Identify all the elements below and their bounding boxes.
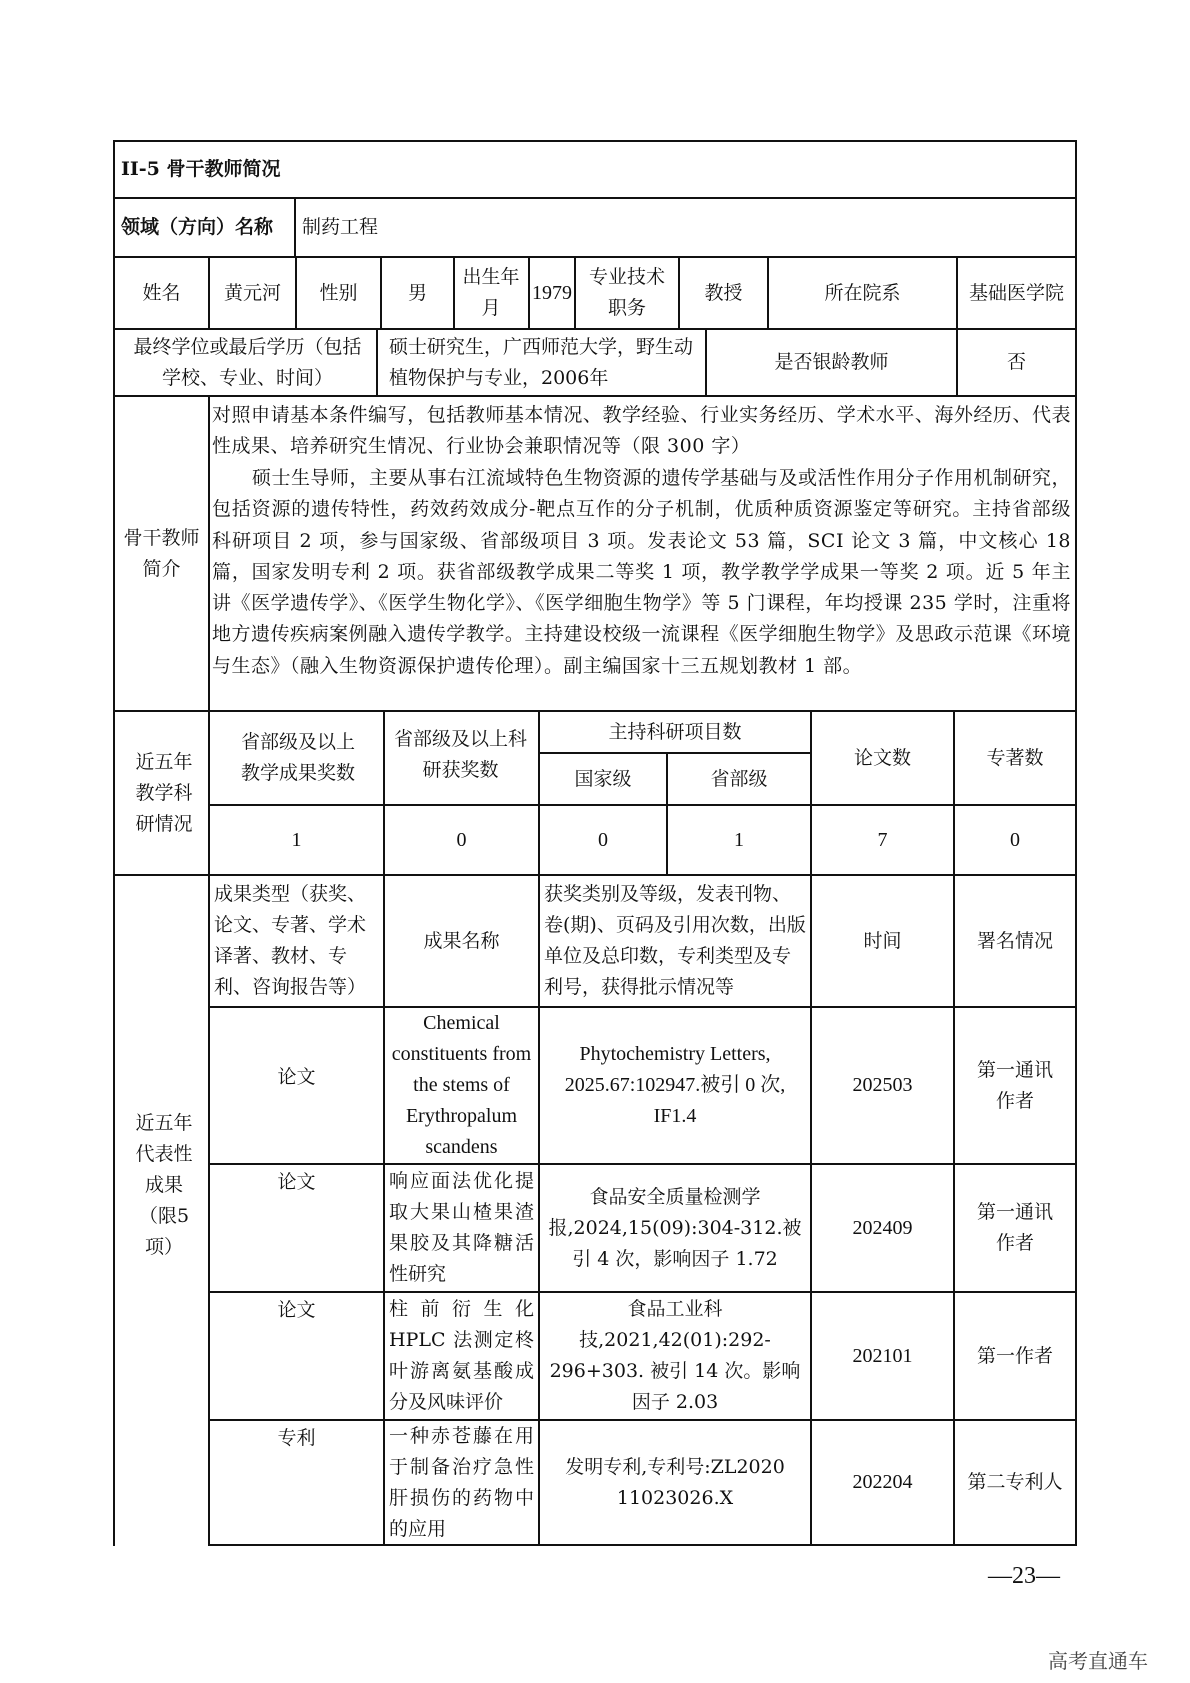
- watermark-text: 高考直通车: [1048, 1649, 1148, 1673]
- type-header: 成果类型（获奖、论文、专著、学术译著、教材、专利、咨询报告等）: [214, 883, 367, 998]
- teaching-awards-value: 1: [291, 828, 302, 851]
- research-awards-value: 0: [456, 828, 467, 851]
- name-label: 姓名: [142, 281, 181, 304]
- border-line: [1075, 140, 1077, 1546]
- achievements-label: 近五年代表性成果（限5项）: [135, 1111, 193, 1258]
- birth-value: 1979: [532, 281, 572, 304]
- achievement-time: 202503: [852, 1074, 913, 1096]
- achievement-sign: 第一通讯作者: [976, 1201, 1053, 1254]
- border-line: [376, 328, 378, 395]
- achievement-time: 202409: [852, 1216, 913, 1239]
- books-header: 专著数: [986, 746, 1044, 769]
- intro-label: 骨干教师简介: [123, 526, 200, 580]
- dept-value: 基础医学院: [968, 281, 1064, 304]
- detail-header: 获奖类别及等级，发表刊物、卷(期)、页码及引用次数，出版单位及总印数，专利类型及专利号，获得批示情况等: [544, 883, 806, 998]
- achievement-sign: 第一通讯作者: [976, 1058, 1053, 1112]
- title-value: 教授: [704, 281, 743, 304]
- achievement-detail: 食品工业科技,2021,42(01):292-296+303. 被引 14 次。影响因子 2.03: [549, 1298, 801, 1413]
- silver-value: 否: [1006, 351, 1026, 373]
- achievement-sign: 第一作者: [976, 1344, 1053, 1367]
- name-header: 成果名称: [423, 929, 500, 952]
- gender-value: 男: [407, 281, 427, 304]
- papers-value: 7: [877, 828, 888, 851]
- provincial-value: 1: [734, 828, 744, 851]
- gender-label: 性别: [319, 281, 358, 304]
- achievement-detail: Phytochemistry Letters, 2025.67:102947.被引 0 次, IF1.4: [564, 1043, 786, 1127]
- border-line: [113, 140, 115, 1546]
- degree-label: 最终学位或最后学历（包括学校、专业、时间）: [133, 335, 362, 389]
- achievement-type: 论文: [277, 1299, 316, 1321]
- national-header: 国家级: [574, 767, 632, 790]
- border-line: [113, 395, 1077, 397]
- title-label: 专业技术职务: [589, 266, 666, 319]
- teacher-profile-table: [113, 140, 1077, 1546]
- sign-header: 署名情况: [976, 929, 1053, 952]
- border-line: [453, 256, 455, 328]
- achievement-type: 论文: [277, 1171, 316, 1193]
- national-value: 0: [598, 828, 608, 851]
- border-line: [208, 1544, 1077, 1546]
- intro-text: 硕士生导师，主要从事右江流域特色生物资源的遗传学基础与及或活性作用分子作用机制研究，包括资源的遗传特性，药效药效成分-靶点互作的分子机制，优质种质资源鉴定等研究。主持省部级科研项目 2 项，参与国家级、省部级项目 3 项。发表论文 53 篇，SCI 论文 3 篇，中文核心 18 篇，国家发明专利 2 项。获省部级教学成果二等奖 1 项，教学教学学成果一等奖 2 项。近 5 年主讲《医学遗传学》、《医学生物化学》、《医学细胞生物学》等 5 门课程，年均授课 235 学时，注重将地方遗传疾病案例融入遗传学教学。主持建设校级一流课程《医学细胞生物学》及思政示范课《环境与生态》（融入生物资源保护遗传伦理）。副主编国家十三五规划教材 1 部。: [212, 467, 1072, 677]
- achievement-detail: 食品安全质量检测学报,2024,15(09):304-312.被引 4 次，影响因子 1.72: [548, 1185, 802, 1270]
- birth-label: 出生年月: [462, 266, 520, 319]
- time-header: 时间: [863, 929, 902, 952]
- papers-header: 论文数: [853, 746, 911, 769]
- teaching-awards-header: 省部级及以上教学成果奖数: [240, 731, 355, 784]
- achievement-name: 柱前衍生化 HPLC 法测定柊叶游离氨基酸成分及风味评价: [389, 1298, 534, 1413]
- books-value: 0: [1010, 828, 1020, 851]
- intro-instruction: 对照申请基本条件编写，包括教师基本情况、教学经验、行业实务经历、学术水平、海外经历、代表性成果、培养研究生情况、行业协会兼职情况等（限 300 字）: [212, 404, 1071, 458]
- name-value: 黄元河: [223, 281, 281, 304]
- achievement-sign: 第二专利人: [967, 1471, 1063, 1493]
- page-number: —23—: [988, 1563, 1060, 1589]
- field-label: 领域（方向）名称: [121, 216, 274, 238]
- achievement-detail: 发明专利,专利号:ZL2020 11023026.X: [565, 1455, 785, 1509]
- stats-label: 近五年教学科研情况: [135, 750, 193, 835]
- achievement-name: Chemical constituents from the stems of Erythropalum scandens: [391, 1012, 532, 1158]
- field-value: 制药工程: [302, 216, 379, 238]
- silver-label: 是否银龄教师: [774, 351, 889, 373]
- research-awards-header: 省部级及以上科研获奖数: [393, 728, 527, 781]
- border-line: [574, 256, 576, 328]
- projects-header: 主持科研项目数: [608, 720, 742, 743]
- achievement-name: 响应面法优化提取大果山楂果渣果胶及其降糖活性研究: [389, 1170, 534, 1285]
- section-title: II-5 骨干教师简况: [121, 158, 281, 180]
- achievement-time: 202101: [852, 1344, 913, 1367]
- achievement-time: 202204: [852, 1471, 913, 1493]
- achievement-type: 论文: [277, 1066, 316, 1088]
- degree-value: 硕士研究生，广西师范大学，野生动植物保护与专业，2006年: [389, 335, 694, 389]
- provincial-header: 省部级: [710, 767, 768, 790]
- dept-label: 所在院系: [824, 281, 901, 304]
- achievement-name: 一种赤苍藤在用于制备治疗急性肝损伤的药物中的应用: [389, 1424, 534, 1540]
- achievement-type: 专利: [277, 1427, 316, 1449]
